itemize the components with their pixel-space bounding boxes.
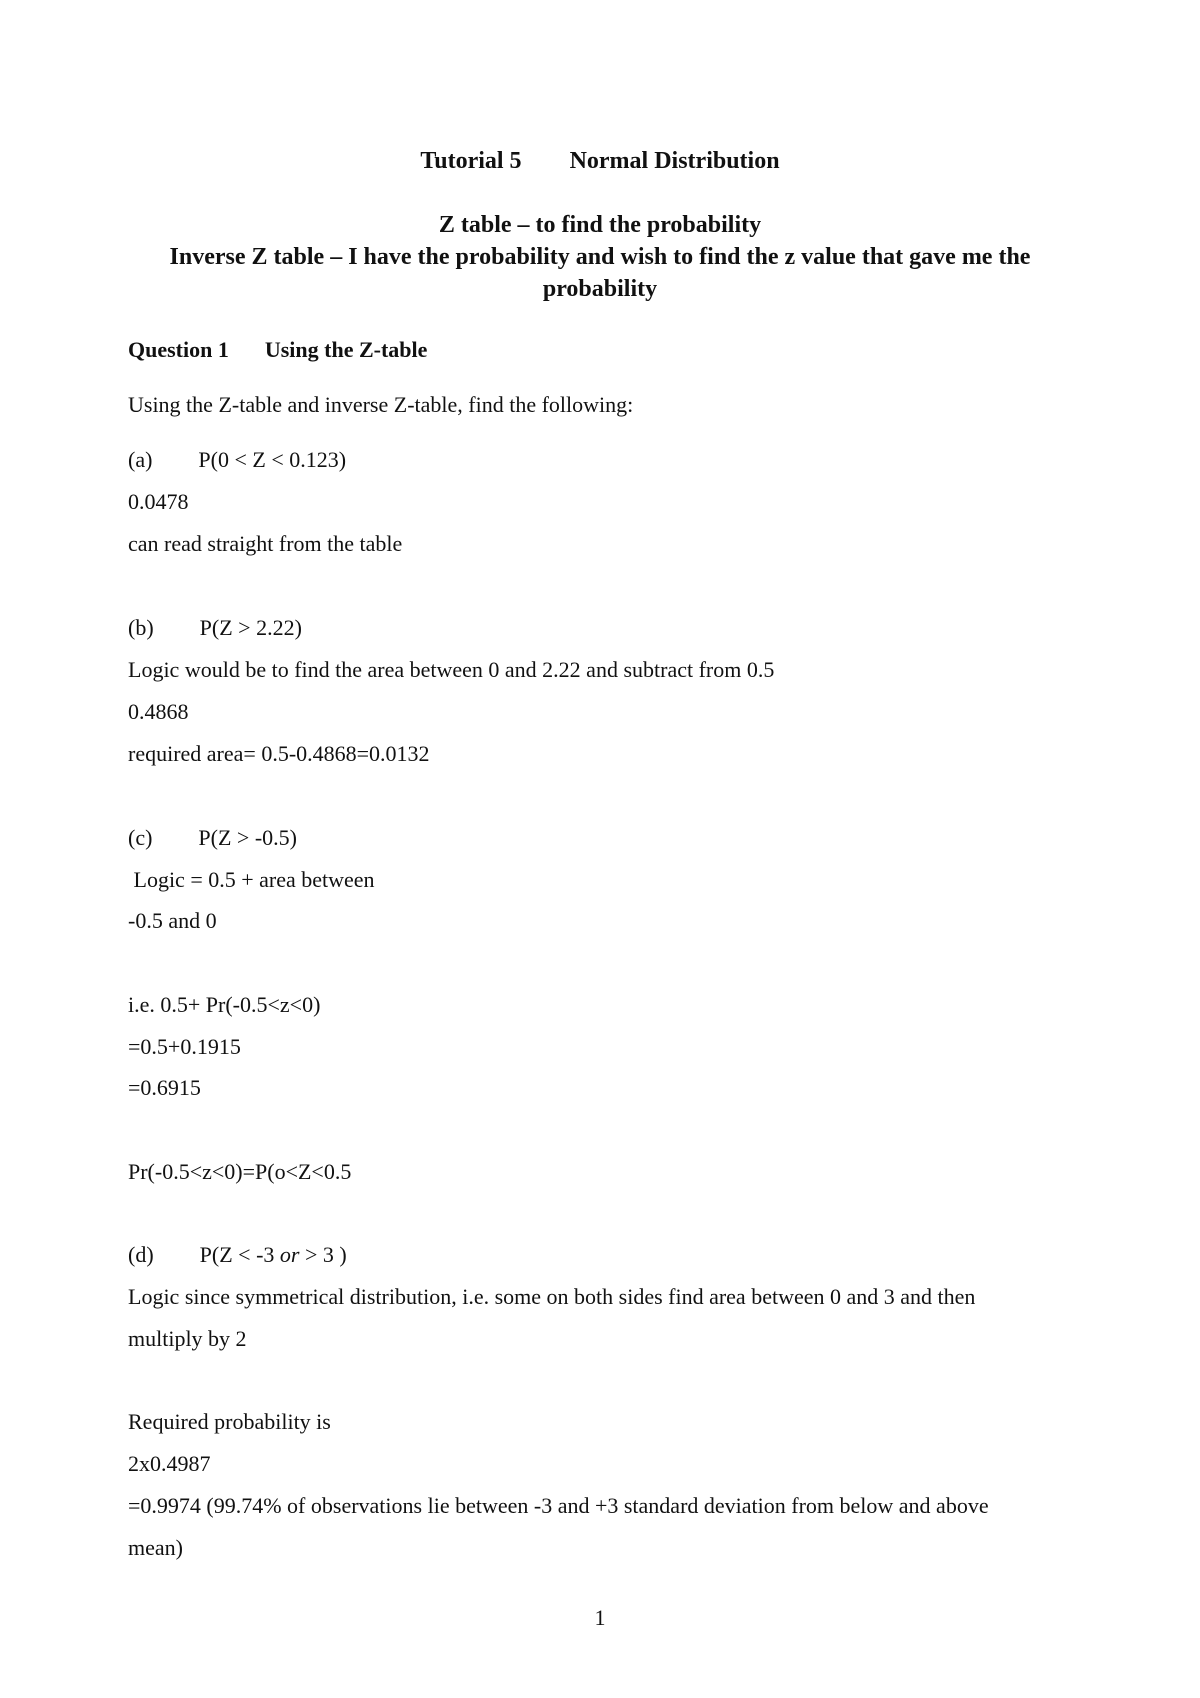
question-1-label: Question 1 [128, 337, 229, 362]
part-b-value: 0.4868 [128, 699, 189, 724]
part-c-step-3: =0.6915 [128, 1075, 201, 1100]
part-d-logic-line-1: Logic since symmetrical distribution, i.e. some on both sides find area between 0 and 3 and then [128, 1284, 976, 1309]
title-topic: Normal Distribution [569, 148, 780, 174]
part-b-expression: P(Z > 2.22) [199, 615, 302, 640]
part-d-question [128, 1241, 347, 1269]
part-d-result-line-1: =0.9974 (99.74% of observations lie between -3 and +3 standard deviation from below and above [128, 1493, 989, 1518]
part-a-question [128, 446, 346, 474]
part-c-question [128, 824, 297, 852]
part-a-note: can read straight from the table [128, 531, 403, 556]
part-c-label: (c) [128, 825, 153, 850]
part-b-result: required area= 0.5-0.4868=0.0132 [128, 741, 430, 766]
part-d-calculation: 2x0.4987 [128, 1451, 211, 1476]
question-1-title: Using the Z-table [264, 337, 428, 362]
title-tutorial: Tutorial 5 [420, 148, 522, 174]
part-c-step-1: i.e. 0.5+ Pr(-0.5<z<0) [128, 992, 321, 1017]
part-b-question [128, 614, 302, 642]
part-d-expression-or: or [279, 1242, 300, 1267]
part-b-label: (b) [128, 615, 154, 640]
part-b-logic: Logic would be to find the area between 0 and 2.22 and subtract from 0.5 [128, 657, 775, 682]
subhead-inverse-z-table-cont: probability [542, 276, 658, 302]
subhead-inverse-z-table: Inverse Z table – I have the probability and wish to find the z value that gave me the [169, 244, 1031, 270]
page-number: 1 [594, 1605, 606, 1630]
question-1-heading [128, 336, 427, 364]
part-d-expression-end: > 3 ) [299, 1242, 347, 1267]
part-d-expression-start: P(Z < -3 [199, 1242, 280, 1267]
part-c-logic-line-2: -0.5 and 0 [128, 908, 217, 933]
part-a-answer: 0.0478 [128, 489, 189, 514]
question-1-intro: Using the Z-table and inverse Z-table, find the following: [128, 392, 634, 417]
part-c-note: Pr(-0.5<z<0)=P(o<Z<0.5 [128, 1159, 352, 1184]
page-title [0, 146, 1200, 176]
part-c-expression: P(Z > -0.5) [198, 825, 297, 850]
part-c-step-2: =0.5+0.1915 [128, 1034, 241, 1059]
part-d-label: (d) [128, 1242, 154, 1267]
part-d-logic-line-2: multiply by 2 [128, 1326, 247, 1351]
subhead-z-table: Z table – to find the probability [438, 212, 762, 238]
part-a-label: (a) [128, 447, 153, 472]
part-a-expression: P(0 < Z < 0.123) [198, 447, 347, 472]
part-d-result-line-2: mean) [128, 1535, 183, 1560]
part-d-required: Required probability is [128, 1409, 331, 1434]
part-c-logic-line-1: Logic = 0.5 + area between [128, 867, 375, 892]
